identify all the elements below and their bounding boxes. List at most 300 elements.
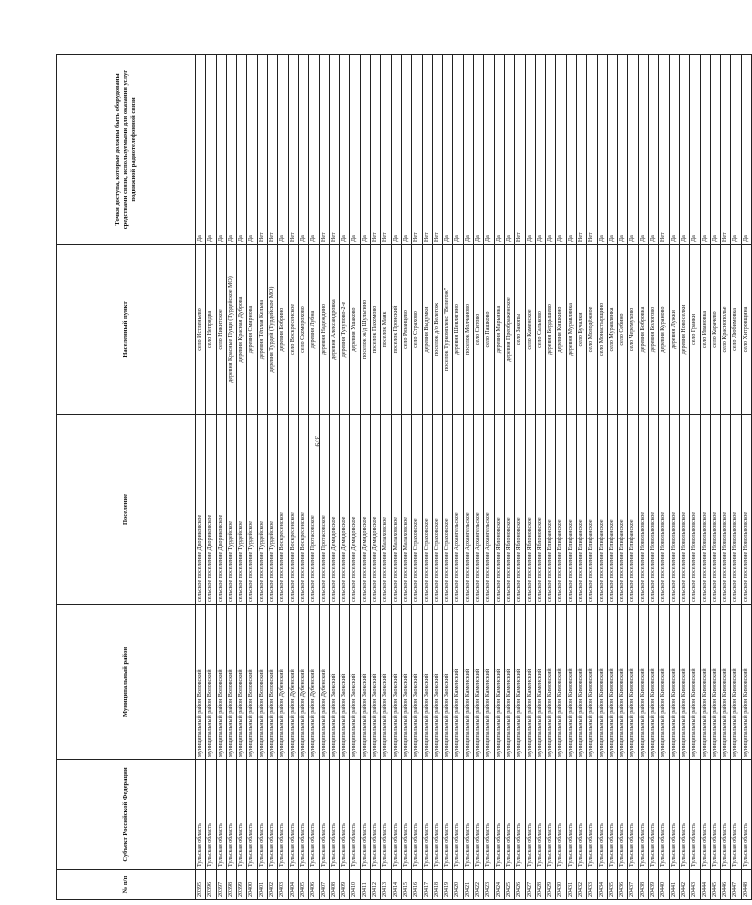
cell-subject: Тульская область xyxy=(329,760,339,870)
cell-number: 20397 xyxy=(216,870,226,900)
cell-locality: деревня Турдей (Турдейское МО) xyxy=(268,245,278,415)
cell-settlement: сельское поселение Демидовское xyxy=(350,415,360,605)
cell-locality: деревня Красные Пущи (Турдейское МО) xyxy=(226,245,236,415)
cell-locality: село Воскресенское xyxy=(288,245,298,415)
cell-settlement: сельское поселение Протасовское xyxy=(309,415,319,605)
cell-number: 20422 xyxy=(474,870,484,900)
cell-locality: село Каменское xyxy=(525,245,535,415)
cell-locality: село Пашково xyxy=(484,245,494,415)
cell-settlement: сельское поселение Новольвовское xyxy=(638,415,648,605)
cell-subject: Тульская область xyxy=(298,760,308,870)
cell-access-point: Нет xyxy=(288,55,298,245)
cell-locality: деревня Марьинка xyxy=(494,245,504,415)
cell-access-point: Да xyxy=(669,55,679,245)
cell-locality: деревня Бологово xyxy=(649,245,659,415)
cell-locality: село Сальково xyxy=(535,245,545,415)
cell-district: муниципальный район Заокский xyxy=(340,605,350,760)
cell-subject: Тульская область xyxy=(546,760,556,870)
table-row xyxy=(721,55,731,900)
cell-locality: село Карачево xyxy=(710,245,720,415)
cell-subject: Тульская область xyxy=(443,760,453,870)
cell-settlement: сельское поселение Демидовское xyxy=(360,415,370,605)
cell-number: 20443 xyxy=(690,870,700,900)
cell-number: 20411 xyxy=(360,870,370,900)
cell-settlement: сельское поселение Новольвовское xyxy=(659,415,669,605)
table-row xyxy=(546,55,556,900)
cell-subject: Тульская область xyxy=(556,760,566,870)
cell-settlement: сельское поселение Малаховское xyxy=(381,415,391,605)
cell-access-point: Да xyxy=(535,55,545,245)
table-row xyxy=(412,55,422,900)
cell-settlement: сельское поселение Демидовское xyxy=(340,415,350,605)
rotated-table-area xyxy=(56,55,749,900)
header-number: № п/п xyxy=(57,870,196,900)
table-row xyxy=(484,55,494,900)
cell-number: 20433 xyxy=(587,870,597,900)
cell-access-point: Да xyxy=(278,55,288,245)
cell-access-point: Да xyxy=(597,55,607,245)
cell-subject: Тульская область xyxy=(690,760,700,870)
cell-district: муниципальный район Воловский xyxy=(216,605,226,760)
cell-settlement: сельское поселение Яблоновское xyxy=(515,415,525,605)
cell-district: муниципальный район Кимовский xyxy=(566,605,576,760)
table-row xyxy=(515,55,525,900)
cell-settlement: сельское поселение Архангельское xyxy=(484,415,494,605)
cell-number: 20421 xyxy=(463,870,473,900)
cell-district: муниципальный район Воловский xyxy=(226,605,236,760)
cell-access-point: Да xyxy=(741,55,751,245)
cell-district: муниципальный район Дубенский xyxy=(278,605,288,760)
cell-district: муниципальный район Воловский xyxy=(237,605,247,760)
table-row xyxy=(618,55,628,900)
cell-access-point: Нет xyxy=(268,55,278,245)
cell-number: 20441 xyxy=(669,870,679,900)
cell-settlement: сельское поселение Страховское xyxy=(412,415,422,605)
cell-access-point: Да xyxy=(731,55,741,245)
cell-subject: Тульская область xyxy=(731,760,741,870)
cell-settlement: сельское поселение Демидовское xyxy=(329,415,339,605)
cell-locality: деревня Александровка xyxy=(329,245,339,415)
cell-district: муниципальный район Кимовский xyxy=(607,605,617,760)
table-row xyxy=(710,55,720,900)
cell-settlement: сельское поселение Яблоновское xyxy=(525,415,535,605)
cell-district: муниципальный район Заокский xyxy=(401,605,411,760)
cell-locality: деревня Надеждино xyxy=(319,245,329,415)
cell-subject: Тульская область xyxy=(381,760,391,870)
table-row xyxy=(206,55,216,900)
cell-subject: Тульская область xyxy=(257,760,267,870)
cell-locality: село Любимовка xyxy=(731,245,741,415)
cell-access-point: Нет xyxy=(721,55,731,245)
cell-access-point: Да xyxy=(566,55,576,245)
cell-access-point: Да xyxy=(556,55,566,245)
cell-number: 20435 xyxy=(607,870,617,900)
cell-locality: село Непрядва xyxy=(206,245,216,415)
table-row xyxy=(391,55,401,900)
cell-subject: Тульская область xyxy=(371,760,381,870)
cell-locality: деревня Смирнова xyxy=(247,245,257,415)
cell-settlement: сельское поселение Епифанское xyxy=(607,415,617,605)
cell-number: 20417 xyxy=(422,870,432,900)
table-row xyxy=(597,55,607,900)
table-row xyxy=(278,55,288,900)
cell-subject: Тульская область xyxy=(412,760,422,870)
cell-locality: село Рязанцево xyxy=(401,245,411,415)
cell-district: муниципальный район Кимовский xyxy=(597,605,607,760)
table-row xyxy=(474,55,484,900)
cell-subject: Тульская область xyxy=(618,760,628,870)
cell-locality: деревня Шевлягино xyxy=(453,245,463,415)
cell-access-point: Да xyxy=(453,55,463,245)
cell-settlement: сельское поселение Страховское xyxy=(432,415,442,605)
cell-settlement: сельское поселение Страховское xyxy=(422,415,432,605)
cell-subject: Тульская область xyxy=(525,760,535,870)
cell-number: 20396 xyxy=(206,870,216,900)
table-row xyxy=(566,55,576,900)
cell-subject: Тульская область xyxy=(576,760,586,870)
table-row xyxy=(288,55,298,900)
cell-number: 20419 xyxy=(443,870,453,900)
cell-district: муниципальный район Каменский xyxy=(515,605,525,760)
header-access-point: Точки доступа, которые должны быть оборудованы средствами связи, используемыми для оказания услуг подвижной радиотелефонной связи xyxy=(57,55,196,245)
cell-locality: село Муравлянка xyxy=(607,245,617,415)
cell-district: муниципальный район Заокский xyxy=(381,605,391,760)
cell-locality: деревня Муравлянка xyxy=(566,245,576,415)
cell-locality: деревня Выдумки xyxy=(422,245,432,415)
cell-locality: деревня Тёплая Кельна xyxy=(257,245,267,415)
cell-settlement: сельское поселение Епифанское xyxy=(628,415,638,605)
cell-locality: поселок Молчаново xyxy=(463,245,473,415)
cell-access-point: Нет xyxy=(432,55,442,245)
cell-access-point: Да xyxy=(360,55,370,245)
table-row xyxy=(628,55,638,900)
cell-settlement: сельское поселение Демидовское xyxy=(371,415,381,605)
cell-district: муниципальный район Каменский xyxy=(504,605,514,760)
cell-settlement: сельское поселение Епифанское xyxy=(576,415,586,605)
cell-settlement: сельское поселение Епифанское xyxy=(546,415,556,605)
table-row xyxy=(422,55,432,900)
cell-number: 20444 xyxy=(700,870,710,900)
cell-number: 20415 xyxy=(401,870,411,900)
cell-locality: деревня Красная Дуброва xyxy=(237,245,247,415)
cell-settlement: сельское поселение Новольвовское xyxy=(649,415,659,605)
cell-district: муниципальный район Воловский xyxy=(268,605,278,760)
cell-subject: Тульская область xyxy=(721,760,731,870)
table-row xyxy=(257,55,267,900)
cell-settlement: сельское поселение Новольвовское xyxy=(690,415,700,605)
cell-access-point: Нет xyxy=(371,55,381,245)
cell-access-point: Да xyxy=(679,55,689,245)
cell-district: муниципальный район Заокский xyxy=(329,605,339,760)
cell-access-point: Нет xyxy=(659,55,669,245)
table-row xyxy=(401,55,411,900)
cell-number: 20425 xyxy=(504,870,514,900)
cell-district: муниципальный район Кимовский xyxy=(679,605,689,760)
cell-number: 20426 xyxy=(515,870,525,900)
cell-access-point: Да xyxy=(350,55,360,245)
header-district: Муниципальный район xyxy=(57,605,196,760)
cell-subject: Тульская область xyxy=(206,760,216,870)
table-row xyxy=(226,55,236,900)
cell-number: 20442 xyxy=(679,870,689,900)
cell-subject: Тульская область xyxy=(360,760,370,870)
cell-district: муниципальный район Кимовский xyxy=(700,605,710,760)
cell-access-point: Да xyxy=(525,55,535,245)
cell-locality: село Гранки xyxy=(690,245,700,415)
cell-access-point: Да xyxy=(638,55,648,245)
cell-subject: Тульская область xyxy=(515,760,525,870)
cell-district: муниципальный район Дубенский xyxy=(298,605,308,760)
cell-district: муниципальный район Каменский xyxy=(474,605,484,760)
cell-subject: Тульская область xyxy=(340,760,350,870)
cell-settlement: сельское поселение Яблоновское xyxy=(494,415,504,605)
cell-district: муниципальный район Заокский xyxy=(350,605,360,760)
cell-settlement: сельское поселение Епифанское xyxy=(556,415,566,605)
table-row xyxy=(535,55,545,900)
cell-subject: Тульская область xyxy=(710,760,720,870)
cell-district: муниципальный район Каменский xyxy=(525,605,535,760)
cell-number: 20400 xyxy=(247,870,257,900)
cell-access-point: Да xyxy=(474,55,484,245)
cell-number: 20448 xyxy=(741,870,751,900)
table-row xyxy=(196,55,206,900)
cell-locality: село Закопы xyxy=(515,245,525,415)
cell-number: 20402 xyxy=(268,870,278,900)
cell-subject: Тульская область xyxy=(237,760,247,870)
table-row xyxy=(319,55,329,900)
cell-number: 20427 xyxy=(525,870,535,900)
table-row xyxy=(669,55,679,900)
settlements-table xyxy=(56,54,752,900)
cell-settlement: сельское поселение Воскресенское xyxy=(278,415,288,605)
cell-number: 20395 xyxy=(196,870,206,900)
cell-settlement: сельское поселение Новольвовское xyxy=(700,415,710,605)
cell-locality: село Монастырщино xyxy=(597,245,607,415)
cell-settlement: сельское поселение Турдейское xyxy=(257,415,267,605)
cell-district: муниципальный район Заокский xyxy=(432,605,442,760)
cell-subject: Тульская область xyxy=(247,760,257,870)
cell-subject: Тульская область xyxy=(350,760,360,870)
cell-access-point: Да xyxy=(237,55,247,245)
cell-access-point: Нет xyxy=(412,55,422,245)
cell-district: муниципальный район Воловский xyxy=(257,605,267,760)
table-row xyxy=(463,55,473,900)
cell-district: муниципальный район Каменский xyxy=(494,605,504,760)
cell-access-point: Да xyxy=(206,55,216,245)
cell-district: муниципальный район Кимовский xyxy=(659,605,669,760)
cell-subject: Тульская область xyxy=(494,760,504,870)
cell-settlement: сельское поселение Епифанское xyxy=(587,415,597,605)
cell-locality: село Себино xyxy=(618,245,628,415)
table-row xyxy=(453,55,463,900)
table-row xyxy=(607,55,617,900)
table-row xyxy=(350,55,360,900)
cell-access-point: Нет xyxy=(422,55,432,245)
cell-district: муниципальный район Каменский xyxy=(535,605,545,760)
cell-district: муниципальный район Дубенский xyxy=(288,605,298,760)
table-row xyxy=(329,55,339,900)
cell-access-point: Да xyxy=(226,55,236,245)
cell-locality: село Черемухово xyxy=(628,245,638,415)
cell-access-point: Нет xyxy=(515,55,525,245)
cell-access-point: Да xyxy=(700,55,710,245)
cell-locality: поселок Туркомплекс "Велегож" xyxy=(443,245,453,415)
cell-settlement: сельское поселение Новольвовское xyxy=(669,415,679,605)
cell-access-point: Да xyxy=(340,55,350,245)
cell-locality: село Молодёжное xyxy=(587,245,597,415)
cell-subject: Тульская область xyxy=(700,760,710,870)
cell-number: 20428 xyxy=(535,870,545,900)
cell-subject: Тульская область xyxy=(474,760,484,870)
table-row xyxy=(556,55,566,900)
cell-number: 20410 xyxy=(350,870,360,900)
table-row xyxy=(494,55,504,900)
cell-settlement: сельское поселение Протасовское xyxy=(319,415,329,605)
cell-subject: Тульская область xyxy=(649,760,659,870)
cell-access-point: Нет xyxy=(587,55,597,245)
cell-district: муниципальный район Кимовский xyxy=(731,605,741,760)
cell-locality: село Хитровщина xyxy=(741,245,751,415)
table-row xyxy=(638,55,648,900)
cell-number: 20434 xyxy=(597,870,607,900)
cell-access-point: Да xyxy=(391,55,401,245)
cell-access-point: Нет xyxy=(319,55,329,245)
cell-subject: Тульская область xyxy=(535,760,545,870)
table-rotation-wrapper xyxy=(56,55,749,900)
cell-locality: село Истленьево xyxy=(196,245,206,415)
cell-number: 20440 xyxy=(659,870,669,900)
table-row xyxy=(340,55,350,900)
cell-locality: поселок Пронский xyxy=(391,245,401,415)
cell-number: 20437 xyxy=(628,870,638,900)
cell-settlement: сельское поселение Новольвовское xyxy=(721,415,731,605)
table-row xyxy=(700,55,710,900)
cell-settlement: сельское поселение Малаховское xyxy=(391,415,401,605)
cell-subject: Тульская область xyxy=(391,760,401,870)
cell-district: муниципальный район Кимовский xyxy=(628,605,638,760)
table-row xyxy=(576,55,586,900)
cell-number: 20398 xyxy=(226,870,236,900)
cell-settlement: сельское поселение Малаховское xyxy=(401,415,411,605)
cell-access-point: Да xyxy=(309,55,319,245)
cell-settlement: сельское поселение Архангельское xyxy=(474,415,484,605)
cell-subject: Тульская область xyxy=(309,760,319,870)
cell-district: муниципальный район Заокский xyxy=(422,605,432,760)
cell-access-point: Да xyxy=(196,55,206,245)
cell-settlement: сельское поселение Двориковское xyxy=(206,415,216,605)
cell-number: 20424 xyxy=(494,870,504,900)
cell-district: муниципальный район Кимовский xyxy=(690,605,700,760)
cell-district: муниципальный район Воловский xyxy=(206,605,216,760)
cell-settlement: сельское поселение Новольвовское xyxy=(710,415,720,605)
cell-access-point: Да xyxy=(484,55,494,245)
cell-subject: Тульская область xyxy=(484,760,494,870)
cell-settlement: сельское поселение Епифанское xyxy=(618,415,628,605)
cell-district: муниципальный район Кимовский xyxy=(587,605,597,760)
cell-number: 20401 xyxy=(257,870,267,900)
cell-access-point: Да xyxy=(690,55,700,245)
cell-locality: деревня Бобровка xyxy=(638,245,648,415)
cell-access-point: Да xyxy=(710,55,720,245)
cell-subject: Тульская область xyxy=(196,760,206,870)
cell-number: 20406 xyxy=(309,870,319,900)
cell-settlement: сельское поселение Архангельское xyxy=(463,415,473,605)
cell-subject: Тульская область xyxy=(628,760,638,870)
cell-district: муниципальный район Кимовский xyxy=(556,605,566,760)
cell-access-point: Да xyxy=(247,55,257,245)
cell-number: 20423 xyxy=(484,870,494,900)
cell-settlement: сельское поселение Турдейское xyxy=(226,415,236,605)
cell-number: 20432 xyxy=(576,870,586,900)
table-row xyxy=(649,55,659,900)
cell-district: муниципальный район Заокский xyxy=(443,605,453,760)
cell-locality: поселок Пахомово xyxy=(371,245,381,415)
cell-settlement: сельское поселение Воскресенское xyxy=(288,415,298,605)
cell-subject: Тульская область xyxy=(432,760,442,870)
cell-settlement: сельское поселение Яблоновское xyxy=(504,415,514,605)
cell-district: муниципальный район Кимовский xyxy=(576,605,586,760)
cell-access-point: Нет xyxy=(329,55,339,245)
cell-number: 20412 xyxy=(371,870,381,900)
cell-subject: Тульская область xyxy=(607,760,617,870)
cell-number: 20445 xyxy=(710,870,720,900)
cell-settlement: сельское поселение Новольвовское xyxy=(679,415,689,605)
cell-locality: село Краснополье xyxy=(721,245,731,415)
cell-number: 20414 xyxy=(391,870,401,900)
cell-district: муниципальный район Заокский xyxy=(391,605,401,760)
cell-access-point: Да xyxy=(618,55,628,245)
cell-access-point: Да xyxy=(298,55,308,245)
cell-subject: Тульская область xyxy=(288,760,298,870)
cell-access-point: Да xyxy=(649,55,659,245)
cell-district: муниципальный район Дубенский xyxy=(309,605,319,760)
cell-district: муниципальный район Кимовский xyxy=(618,605,628,760)
table-row xyxy=(432,55,442,900)
cell-locality: деревня Преображенское xyxy=(504,245,514,415)
cell-number: 20403 xyxy=(278,870,288,900)
table-row xyxy=(659,55,669,900)
cell-locality: деревня Тулупово-2-е xyxy=(340,245,350,415)
cell-subject: Тульская область xyxy=(679,760,689,870)
cell-subject: Тульская область xyxy=(504,760,514,870)
cell-access-point: Да xyxy=(463,55,473,245)
cell-locality: поселок ж/д Шульгино xyxy=(360,245,370,415)
table-row xyxy=(268,55,278,900)
table-row xyxy=(443,55,453,900)
cell-subject: Тульская область xyxy=(566,760,576,870)
cell-settlement: сельское поселение Воскресенское xyxy=(298,415,308,605)
cell-locality: село Бучалки xyxy=(576,245,586,415)
cell-access-point: Нет xyxy=(576,55,586,245)
cell-number: 20404 xyxy=(288,870,298,900)
cell-locality: деревня Лужки xyxy=(669,245,679,415)
cell-subject: Тульская область xyxy=(422,760,432,870)
cell-settlement: сельское поселение Двориковское xyxy=(196,415,206,605)
table-row xyxy=(381,55,391,900)
cell-number: 20413 xyxy=(381,870,391,900)
header-locality: Населенный пункт xyxy=(57,245,196,415)
cell-access-point: Нет xyxy=(257,55,267,245)
cell-access-point: Да xyxy=(401,55,411,245)
header-settlement: Поселение xyxy=(57,415,196,605)
cell-settlement: сельское поселение Епифанское xyxy=(597,415,607,605)
cell-locality: деревня Ушаково xyxy=(350,245,360,415)
cell-subject: Тульская область xyxy=(453,760,463,870)
cell-locality: село Скоморохово xyxy=(298,245,308,415)
cell-district: муниципальный район Каменский xyxy=(453,605,463,760)
cell-locality: село Никитское xyxy=(216,245,226,415)
cell-settlement: сельское поселение Страховское xyxy=(443,415,453,605)
